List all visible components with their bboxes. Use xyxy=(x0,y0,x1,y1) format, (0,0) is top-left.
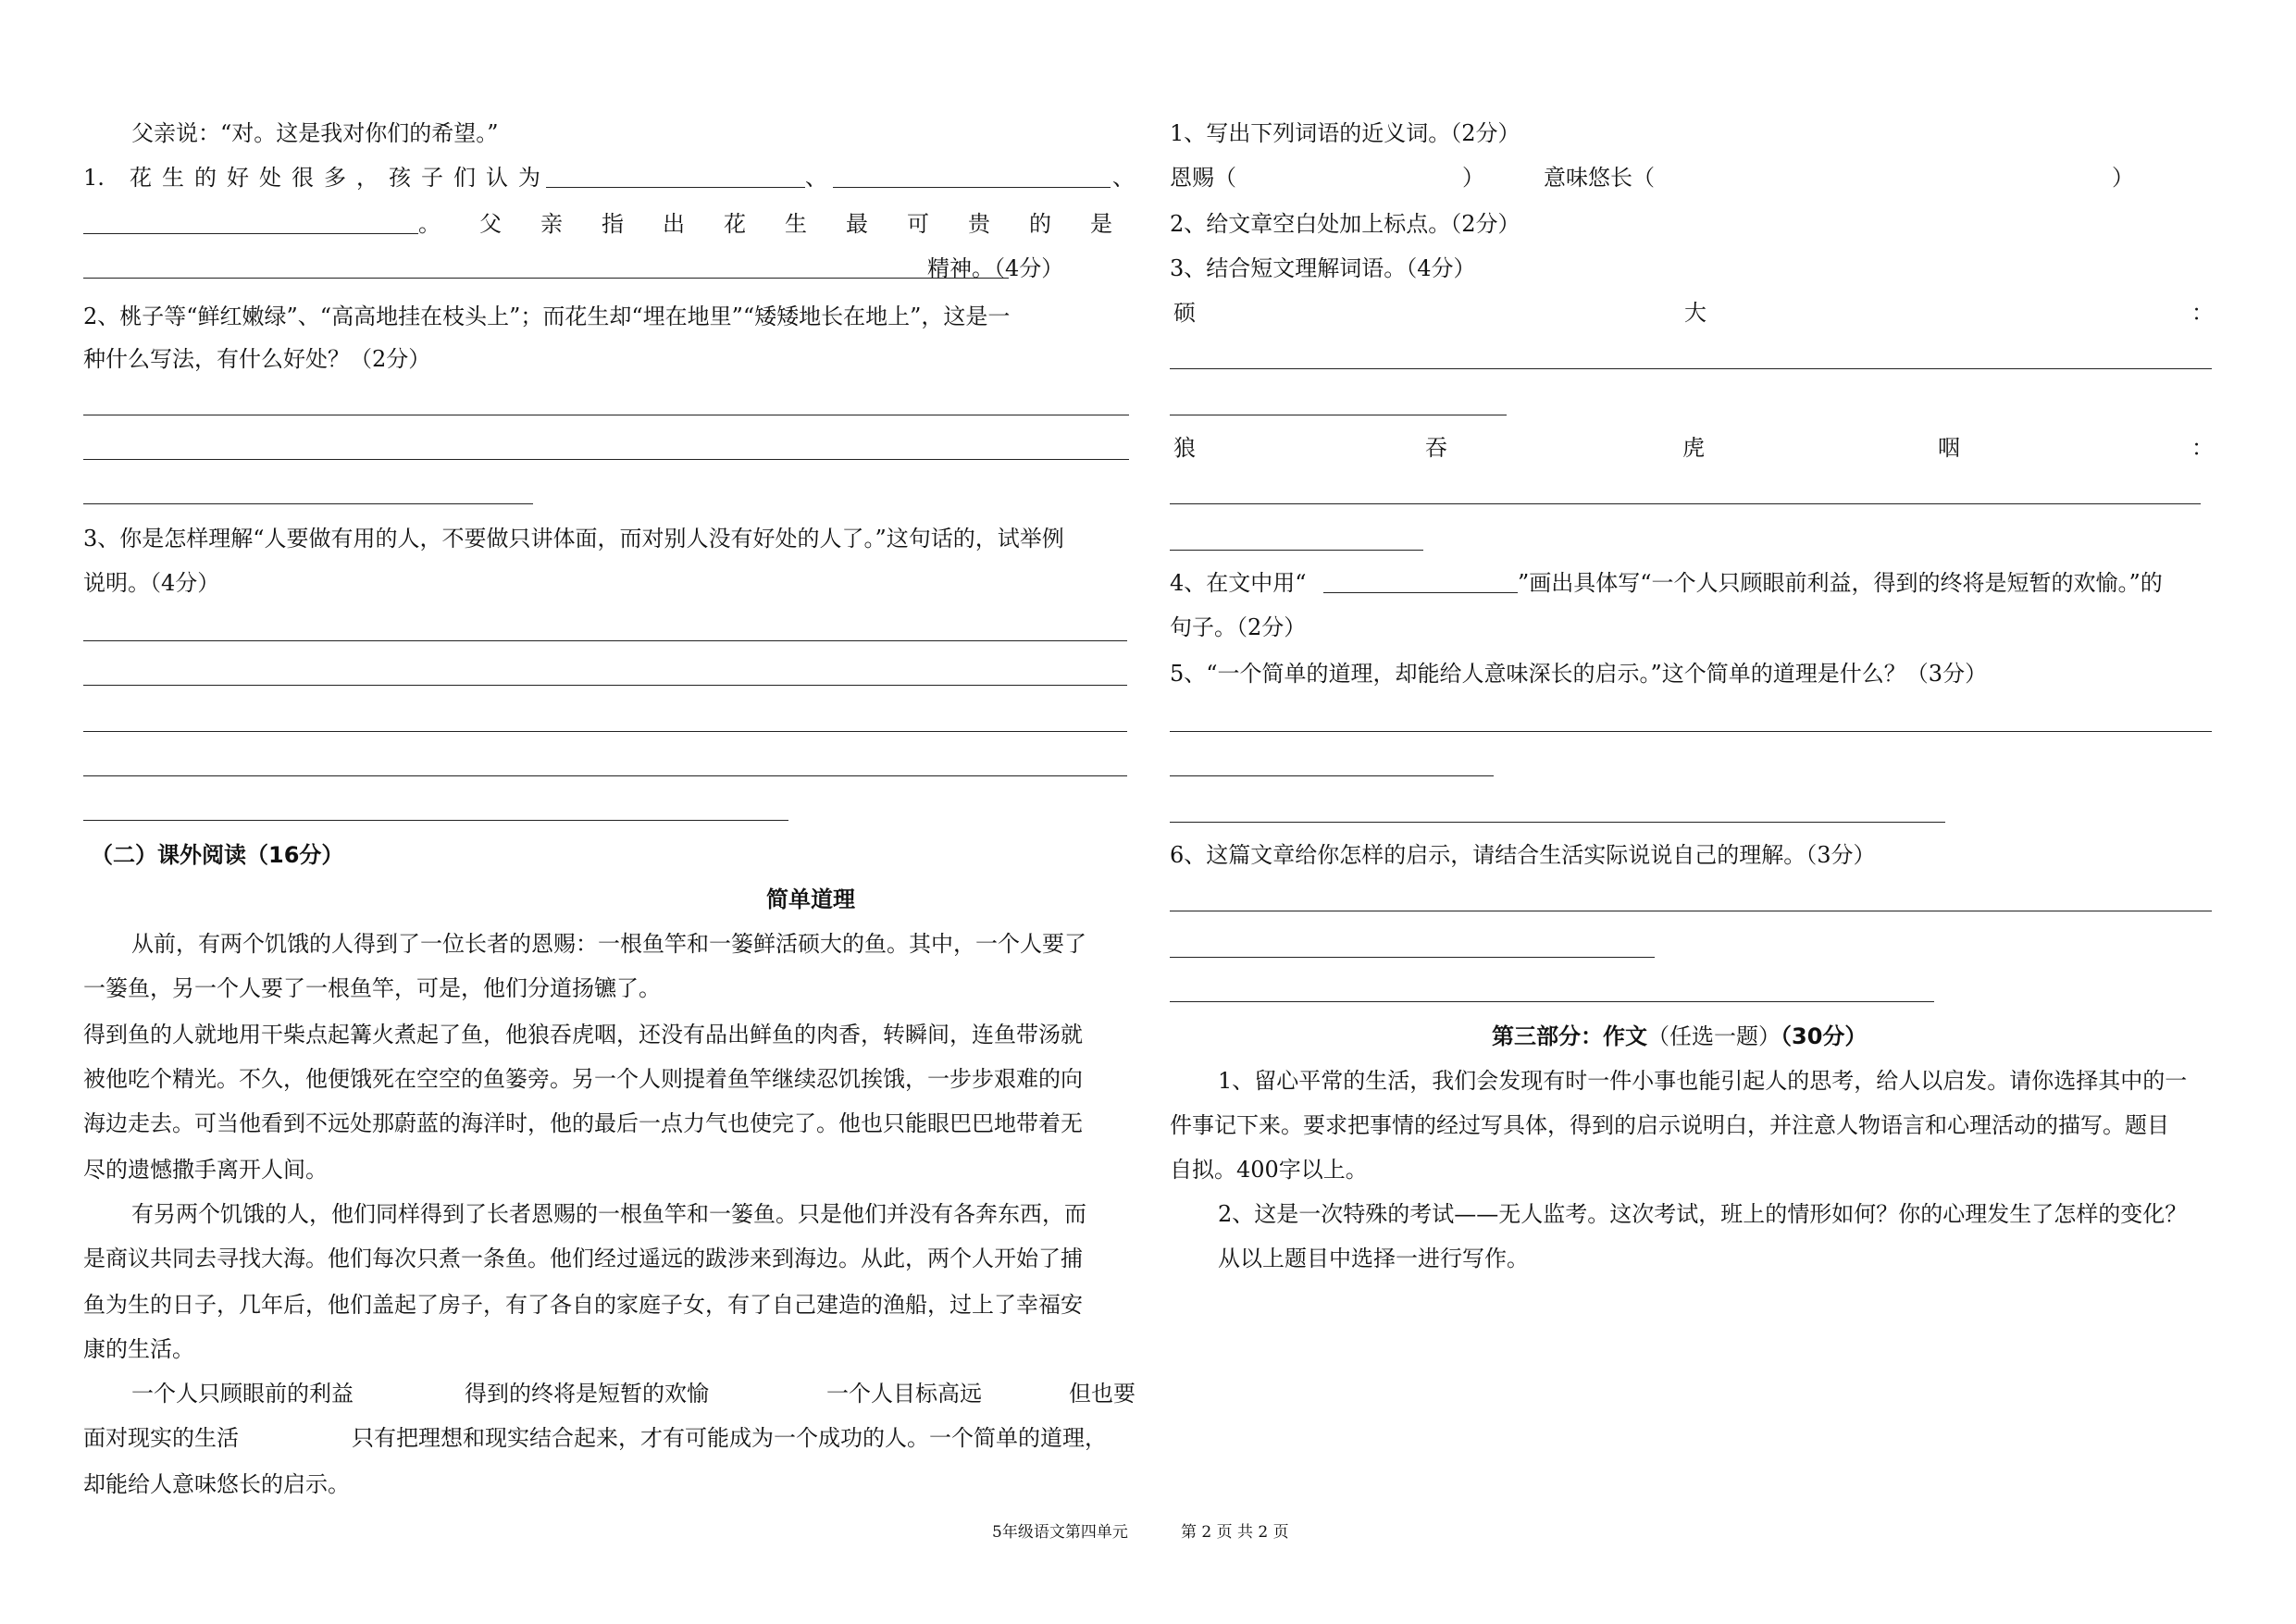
q1-text-end: 精神。（4分） xyxy=(927,255,1064,281)
rq2-text: 2、给文章空白处加上标点。（2分） xyxy=(1170,211,1520,237)
rq1-word-1-close: ） xyxy=(1462,165,1484,191)
rq3-word2-char-4: 咽 xyxy=(1938,435,1960,461)
footer-unit: 5年级语文第四单元 xyxy=(992,1523,1128,1542)
rq5-answer-line-1[interactable] xyxy=(1170,731,2212,732)
rq3-word2-char-3: 虎 xyxy=(1682,435,1705,461)
rq3-word2-answer-line-2[interactable] xyxy=(1170,550,1423,551)
rq1-word-2-close: ） xyxy=(2112,165,2134,191)
rq5-text: 5、“一个简单的道理，却能给人意味深长的启示。”这个简单的道理是什么？（3分） xyxy=(1170,661,1988,687)
part3-score: （30分） xyxy=(1781,1023,1868,1049)
rq3-word1-colon: ： xyxy=(2191,300,2214,326)
essay-line-5: 从以上题目中选择一进行写作。 xyxy=(1218,1246,1529,1271)
story-title: 简单道理 xyxy=(766,886,855,912)
rq6-answer-line-2[interactable] xyxy=(1170,957,1655,958)
part3-heading xyxy=(1492,1022,1867,1051)
story-blank-segment-3: 一个人目标高远 xyxy=(826,1381,982,1407)
q1-answer-blank-3[interactable] xyxy=(83,233,418,234)
q3-answer-line-5[interactable] xyxy=(83,820,788,821)
q1-answer-blank-1[interactable] xyxy=(546,187,805,188)
footer-page-number: 第 2 页 共 2 页 xyxy=(1181,1523,1289,1542)
q3-line-2: 说明。（4分） xyxy=(83,570,220,596)
q1-sep-1: 、 xyxy=(805,165,827,191)
q1-answer-blank-4[interactable] xyxy=(83,278,1009,279)
q3-answer-line-1[interactable] xyxy=(83,640,1127,641)
story-blank-segment-2: 得到的终将是短暂的欢愉 xyxy=(465,1381,709,1407)
story-line-8: 是商议共同去寻找大海。他们每次只煮一条鱼。他们经过遥远的跋涉来到海边。从此，两个人开始了捕 xyxy=(83,1246,1083,1271)
q1-number: 1. xyxy=(83,165,105,191)
q3-answer-line-4[interactable] xyxy=(83,775,1127,776)
story-line-1: 从前，有两个饥饿的人得到了一位长者的恩赐：一根鱼竿和一篓鲜活硕大的鱼。其中，一个人要了 xyxy=(131,931,1086,957)
essay-line-2: 件事记下来。要求把事情的经过写具体，得到的启示说明白，并注意人物语言和心理活动的描写。题目 xyxy=(1170,1112,2169,1138)
rq5-answer-line-3[interactable] xyxy=(1170,822,1945,823)
story-line-10: 康的生活。 xyxy=(83,1336,194,1362)
rq3-word2-char-1: 狼 xyxy=(1173,435,1196,461)
essay-line-4: 2、这是一次特殊的考试——无人监考。这次考试，班上的情形如何？你的心理发生了怎样的变化？ xyxy=(1218,1201,2188,1227)
story-line-5: 海边走去。可当他看到不远处那蔚蓝的海洋时，他的最后一点力气也使完了。他也只能眼巴巴地带着无 xyxy=(83,1110,1083,1136)
section-2-heading: （二）课外阅读（16分） xyxy=(91,842,344,868)
story-line-6: 尽的遗憾撒手离开人间。 xyxy=(83,1157,328,1183)
q1-answer-blank-2[interactable] xyxy=(833,187,1111,188)
q2-answer-line-3[interactable] xyxy=(83,503,533,504)
rq4-line-2: 句子。（2分） xyxy=(1170,614,1307,640)
q3-answer-line-3[interactable] xyxy=(83,731,1127,732)
rq1-text: 1、写出下列词语的近义词。（2分） xyxy=(1170,120,1520,146)
story-line-7: 有另两个饥饿的人，他们同样得到了长者恩赐的一根鱼竿和一篓鱼。只是他们并没有各奔东西，而 xyxy=(131,1201,1086,1227)
q1-text-start: 花生的好处很多，孩子们认为 xyxy=(130,165,551,191)
essay-line-1: 1、留心平常的生活，我们会发现有时一件小事也能引起人的思考，给人以启发。请你选择其中的一 xyxy=(1218,1068,2188,1094)
story-line-2: 一篓鱼，另一个人要了一根鱼竿，可是，他们分道扬镳了。 xyxy=(83,975,661,1001)
story-blank-segment-5: 面对现实的生活 xyxy=(83,1425,239,1451)
rq3-word2-answer-line-1[interactable] xyxy=(1170,503,2201,504)
q1-sep-2: 、 xyxy=(1112,165,1135,191)
story-blank-segment-1: 一个人只顾眼前的利益 xyxy=(131,1381,354,1407)
q1-text-mid: 。父亲指出花生最可贵的是 xyxy=(418,211,1151,237)
rq3-word1-char-2: 大 xyxy=(1684,300,1706,326)
rq1-word-2: 意味悠长（ xyxy=(1544,165,1655,191)
rq3-text: 3、结合短文理解词语。（4分） xyxy=(1170,255,1476,281)
rq3-word1-char-1: 硕 xyxy=(1173,300,1196,326)
q3-line-1: 3、你是怎样理解“人要做有用的人，不要做只讲体面，而对别人没有好处的人了。”这句话的，试举例 xyxy=(83,526,1064,552)
rq4-marker-blank[interactable] xyxy=(1323,592,1518,593)
story-blank-segment-4: 但也要 xyxy=(1069,1381,1136,1407)
rq3-word2-colon: ： xyxy=(2191,435,2214,461)
rq4-text-end: ”画出具体写“一个人只顾眼前利益，得到的终将是短暂的欢愉。”的 xyxy=(1518,570,2163,596)
rq4-text-start: 4、在文中用“ xyxy=(1170,570,1307,596)
rq3-word2-char-2: 吞 xyxy=(1425,435,1447,461)
part3-note: （任选一题） xyxy=(1647,1023,1781,1049)
father-quote-line: 父亲说：“对。这是我对你们的希望。” xyxy=(131,120,499,146)
q2-line-2: 种什么写法，有什么好处？（2分） xyxy=(83,346,431,372)
rq6-answer-line-3[interactable] xyxy=(1170,1001,1934,1002)
story-line-9: 鱼为生的日子，几年后，他们盖起了房子，有了各自的家庭子女，有了自己建造的渔船，过上了幸福安 xyxy=(83,1292,1083,1318)
q2-line-1: 2、桃子等“鲜红嫩绿”、“高高地挂在枝头上”；而花生却“埋在地里”“矮矮地长在地上”，这是一 xyxy=(83,304,1011,329)
story-line-4: 被他吃个精光。不久，他便饿死在空空的鱼篓旁。另一个人则提着鱼竿继续忍饥挨饿，一步步艰难的向 xyxy=(83,1066,1083,1092)
story-line-3: 得到鱼的人就地用干柴点起篝火煮起了鱼，他狼吞虎咽，还没有品出鲜鱼的肉香，转瞬间，连鱼带汤就 xyxy=(83,1022,1083,1048)
q2-answer-line-2[interactable] xyxy=(83,459,1129,460)
rq6-text: 6、这篇文章给你怎样的启示，请结合生活实际说说自己的理解。（3分） xyxy=(1170,842,1876,868)
rq5-answer-line-2[interactable] xyxy=(1170,775,1494,776)
story-last-line: 却能给人意味悠长的启示。 xyxy=(83,1471,350,1497)
rq3-word1-answer-line-1[interactable] xyxy=(1170,368,2212,369)
essay-line-3: 自拟。400字以上。 xyxy=(1170,1157,1368,1183)
story-blank-segment-6: 只有把理想和现实结合起来，才有可能成为一个成功的人。一个简单的道理， xyxy=(352,1425,1107,1451)
part3-title: 第三部分：作文 xyxy=(1492,1023,1647,1049)
rq1-word-1: 恩赐（ xyxy=(1170,165,1236,191)
q3-answer-line-2[interactable] xyxy=(83,685,1127,686)
